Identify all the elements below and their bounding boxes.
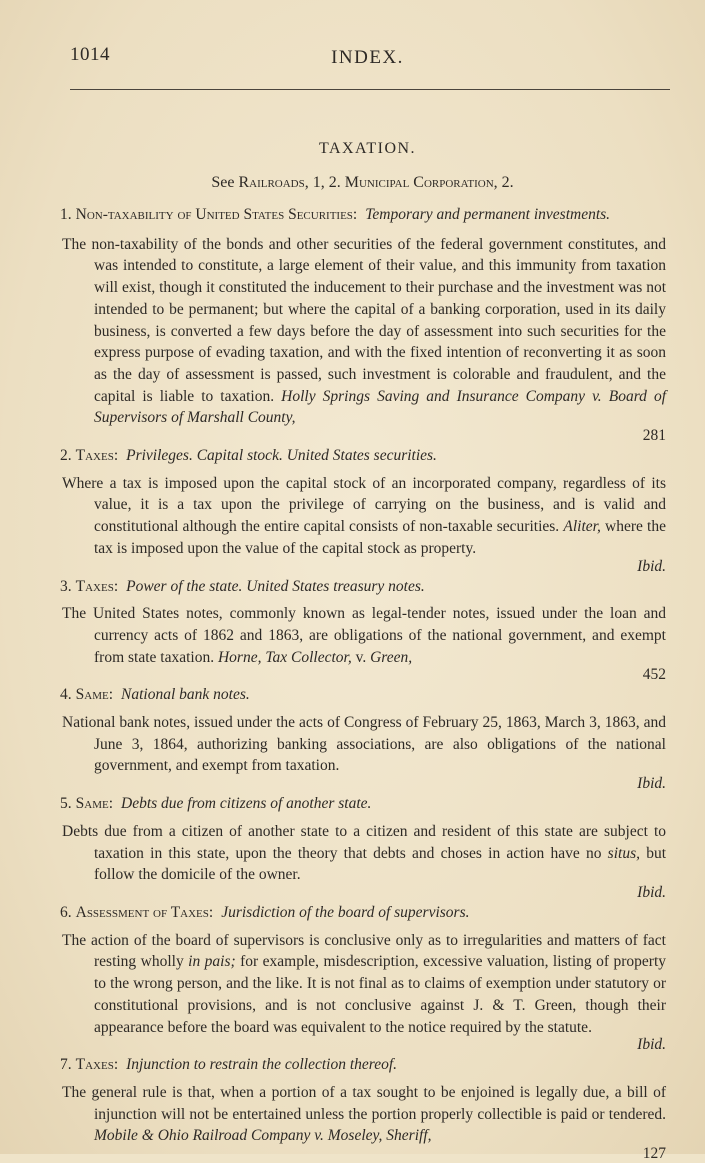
italic-text: in pais; (188, 953, 236, 971)
entry-title: Taxes: (75, 1056, 119, 1074)
entry-number: 5. (60, 795, 72, 813)
page-reference: 127 (642, 1145, 666, 1163)
running-title: INDEX. (331, 47, 404, 68)
body-text: Debts due from a citizen of another state to a citizen and resident of this state are subject to taxation in this state, upon the theory that debts and choses in action have no (62, 822, 666, 862)
entry-body (60, 930, 666, 1039)
index-entry (60, 1054, 666, 1163)
entry-number: 6. (60, 903, 72, 921)
italic-text: Mobile & Ohio Railroad Company v. Moseley, Sheriff, (94, 1127, 432, 1145)
entry-title: Same: (75, 686, 113, 704)
entry-heading (60, 1054, 666, 1076)
entry-title: Non-taxability of United States Securities: (75, 206, 358, 223)
see-also-prefix: See (211, 174, 235, 191)
page-number: 1014 (70, 44, 110, 65)
page-reference: Ibid. (637, 775, 666, 793)
entry-body (60, 821, 666, 886)
italic-text: Horne, Tax Collector, (217, 648, 352, 666)
entry-subtitle: Temporary and permanent investments. (365, 206, 611, 223)
page-reference: Ibid. (637, 883, 666, 901)
entry-subtitle: Debts due from citizens of another state. (121, 795, 372, 813)
entry-subtitle: Privileges. Capital stock. United States securities. (126, 447, 437, 465)
section-title: TAXATION. (318, 140, 417, 157)
entry-body (60, 473, 666, 560)
body-text: The action of the board of supervisors is conclusive only as to irregularities and matters of fact resting wholly (62, 931, 666, 971)
body-text: Where a tax is imposed upon the capital stock of an incorporated company, regardless of its value, it is a tax upon the privilege of carrying on the business, and is valid and constitutional although the entire capital consists of non-taxable securities. (62, 474, 666, 536)
entry-number: 3. (60, 577, 72, 595)
body-text: National bank notes, issued under the acts of Congress of February 25, 1863, March 3, 1863, and June 3, 1864, authorizing banking associations, are also obligations of the national government, and exempt from taxation. (62, 714, 666, 775)
header-rule (70, 89, 670, 90)
entry-title: Assessment of Taxes: (75, 903, 214, 921)
body-text: but follow the domicile of the owner. (94, 844, 666, 884)
see-also-refs: Railroads, 1, 2. Municipal Corporation, 2. (238, 174, 514, 191)
body-text: The general rule is that, when a portion of a tax sought to be enjoined is legally due, a bill of injunction will not be entertained unless the portion properly collectible is paid or tendered. (62, 1083, 666, 1123)
body-text: where the tax is imposed upon the value of the capital stock as property. (94, 518, 666, 557)
italic-text: Green, (370, 648, 413, 666)
body-text: for example, misdescription, excessive valuation, listing of property to the wrong person, and the like. It is not final as to claims of exemption under statutory or constitutional provisions, and is not conclusive against J. & T. Green, though their appearance before the board was equivalent to the notice required by the statute. (94, 953, 666, 1036)
entry-number: 4. (60, 686, 72, 704)
page-reference: 281 (642, 427, 666, 445)
entry-title: Same: (75, 795, 113, 813)
entry-heading (60, 204, 666, 226)
entry-heading (60, 576, 666, 598)
page-reference: 452 (642, 666, 666, 684)
entry-number: 1. (60, 206, 72, 223)
index-entries (60, 204, 666, 1163)
entry-number: 7. (60, 1056, 72, 1074)
entry-body (60, 234, 666, 429)
entry-body (60, 603, 666, 668)
entry-heading (60, 902, 666, 924)
index-entry (60, 204, 666, 445)
entry-number: 2. (60, 447, 72, 465)
page-reference: Ibid. (637, 557, 666, 575)
entry-heading (60, 445, 666, 467)
index-entry (60, 902, 666, 1054)
body-text: The United States notes, commonly known as legal-tender notes, issued under the loan and currency acts of 1862 and 1863, are obligations of the national government, and exempt from state taxation. (62, 605, 666, 666)
entry-title: Taxes: (75, 447, 119, 465)
italic-text: Aliter, (563, 518, 601, 536)
body-text: The non-taxability of the bonds and other securities of the federal government constitutes, and was intended to constitute, a large element of their value, and this immunity from taxation will exist, though it constituted the inducement to their purchase and the investment was not intended to be permanent; but where the capital of a banking corporation, used in its daily business, is converted a few days before the day of assessment into such securities for the express purpose of evading taxation, and with the fixed intention of reconverting it as soon as the day of assessment is passed, such investment is colorable and fraudulent, and the capital is liable to taxation. (62, 235, 666, 405)
index-entry (60, 684, 666, 793)
entry-heading (60, 793, 666, 815)
index-entry (60, 793, 666, 902)
index-entry (60, 576, 666, 685)
entry-title: Taxes: (75, 577, 119, 595)
see-also (0, 174, 705, 192)
italic-text: Holly Springs Saving and Insurance Company v. Board of Supervisors of Marshall County, (94, 387, 667, 427)
body-text: v. (351, 648, 371, 666)
entry-subtitle: National bank notes. (121, 686, 250, 704)
entry-subtitle: Injunction to restrain the collection thereof. (126, 1056, 398, 1074)
index-entry (60, 445, 666, 576)
entry-subtitle: Jurisdiction of the board of supervisors. (221, 903, 470, 921)
entry-body (60, 712, 666, 777)
italic-text: situs, (607, 844, 640, 862)
page-reference: Ibid. (637, 1036, 666, 1054)
entry-subtitle: Power of the state. United States treasury notes. (126, 577, 425, 595)
entry-body (60, 1082, 666, 1147)
entry-heading (60, 684, 666, 706)
